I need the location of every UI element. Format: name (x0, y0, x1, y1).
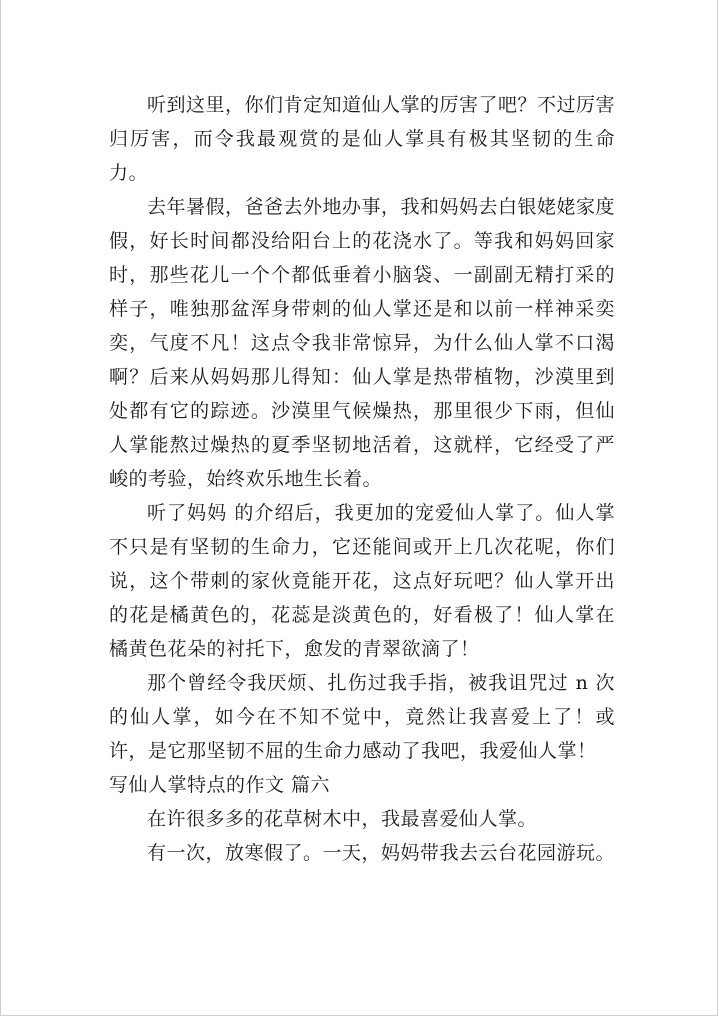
paragraph-6: 有一次，放寒假了。一天，妈妈带我去云台花园游玩。 (147, 842, 616, 864)
paragraph-4: 那个曾经令我厌烦、扎伤过我手指，被我诅咒过 n 次的仙人掌，如今在不知不觉中，竟然让我喜爱上了！或许，是它那坚韧不屈的生命力感动了我吧，我爱仙人掌！ (109, 672, 615, 762)
section-heading: 写仙人掌特点的作文 篇六 (109, 774, 331, 796)
paragraph-1: 听到这里，你们肯定知道仙人掌的厉害了吧？不过厉害归厉害，而令我最观赏的是仙人掌具有极其坚韧的生命力。 (109, 94, 616, 184)
paragraph-2: 去年暑假，爸爸去外地办事，我和妈妈去白银姥姥家度假，好长时间都没给阳台上的花浇水了。等我和妈妈回家时，那些花儿一个个都低垂着小脑袋、一副副无精打采的样子，唯独那盆浑身带刺的仙人掌还是和以前一样神采奕奕，气度不凡！这点令我非常惊异，为什么仙人掌不口渴啊？后来从妈妈那儿得知：仙人掌是热带植物，沙漠里到处都有它的踪迹。沙漠里气候燥热，那里很少下雨，但仙人掌能熬过燥热的夏季坚韧地活着，这就样，它经受了严峻的考验，始终欢乐地生长着。 (109, 196, 616, 490)
paragraph-3: 听了妈妈 的介绍后，我更加的宠爱仙人掌了。仙人掌不只是有坚韧的生命力，它还能间或开上几次花呢，你们说，这个带刺的家伙竟能开花，这点好玩吧？仙人掌开出的花是橘黄色的，花蕊是淡黄色的，好看极了！仙人掌在橘黄色花朵的衬托下，愈发的青翠欲滴了！ (109, 502, 615, 660)
document-body (109, 88, 615, 870)
paragraph-5: 在许很多多的花草树木中，我最喜爱仙人掌。 (147, 808, 538, 830)
